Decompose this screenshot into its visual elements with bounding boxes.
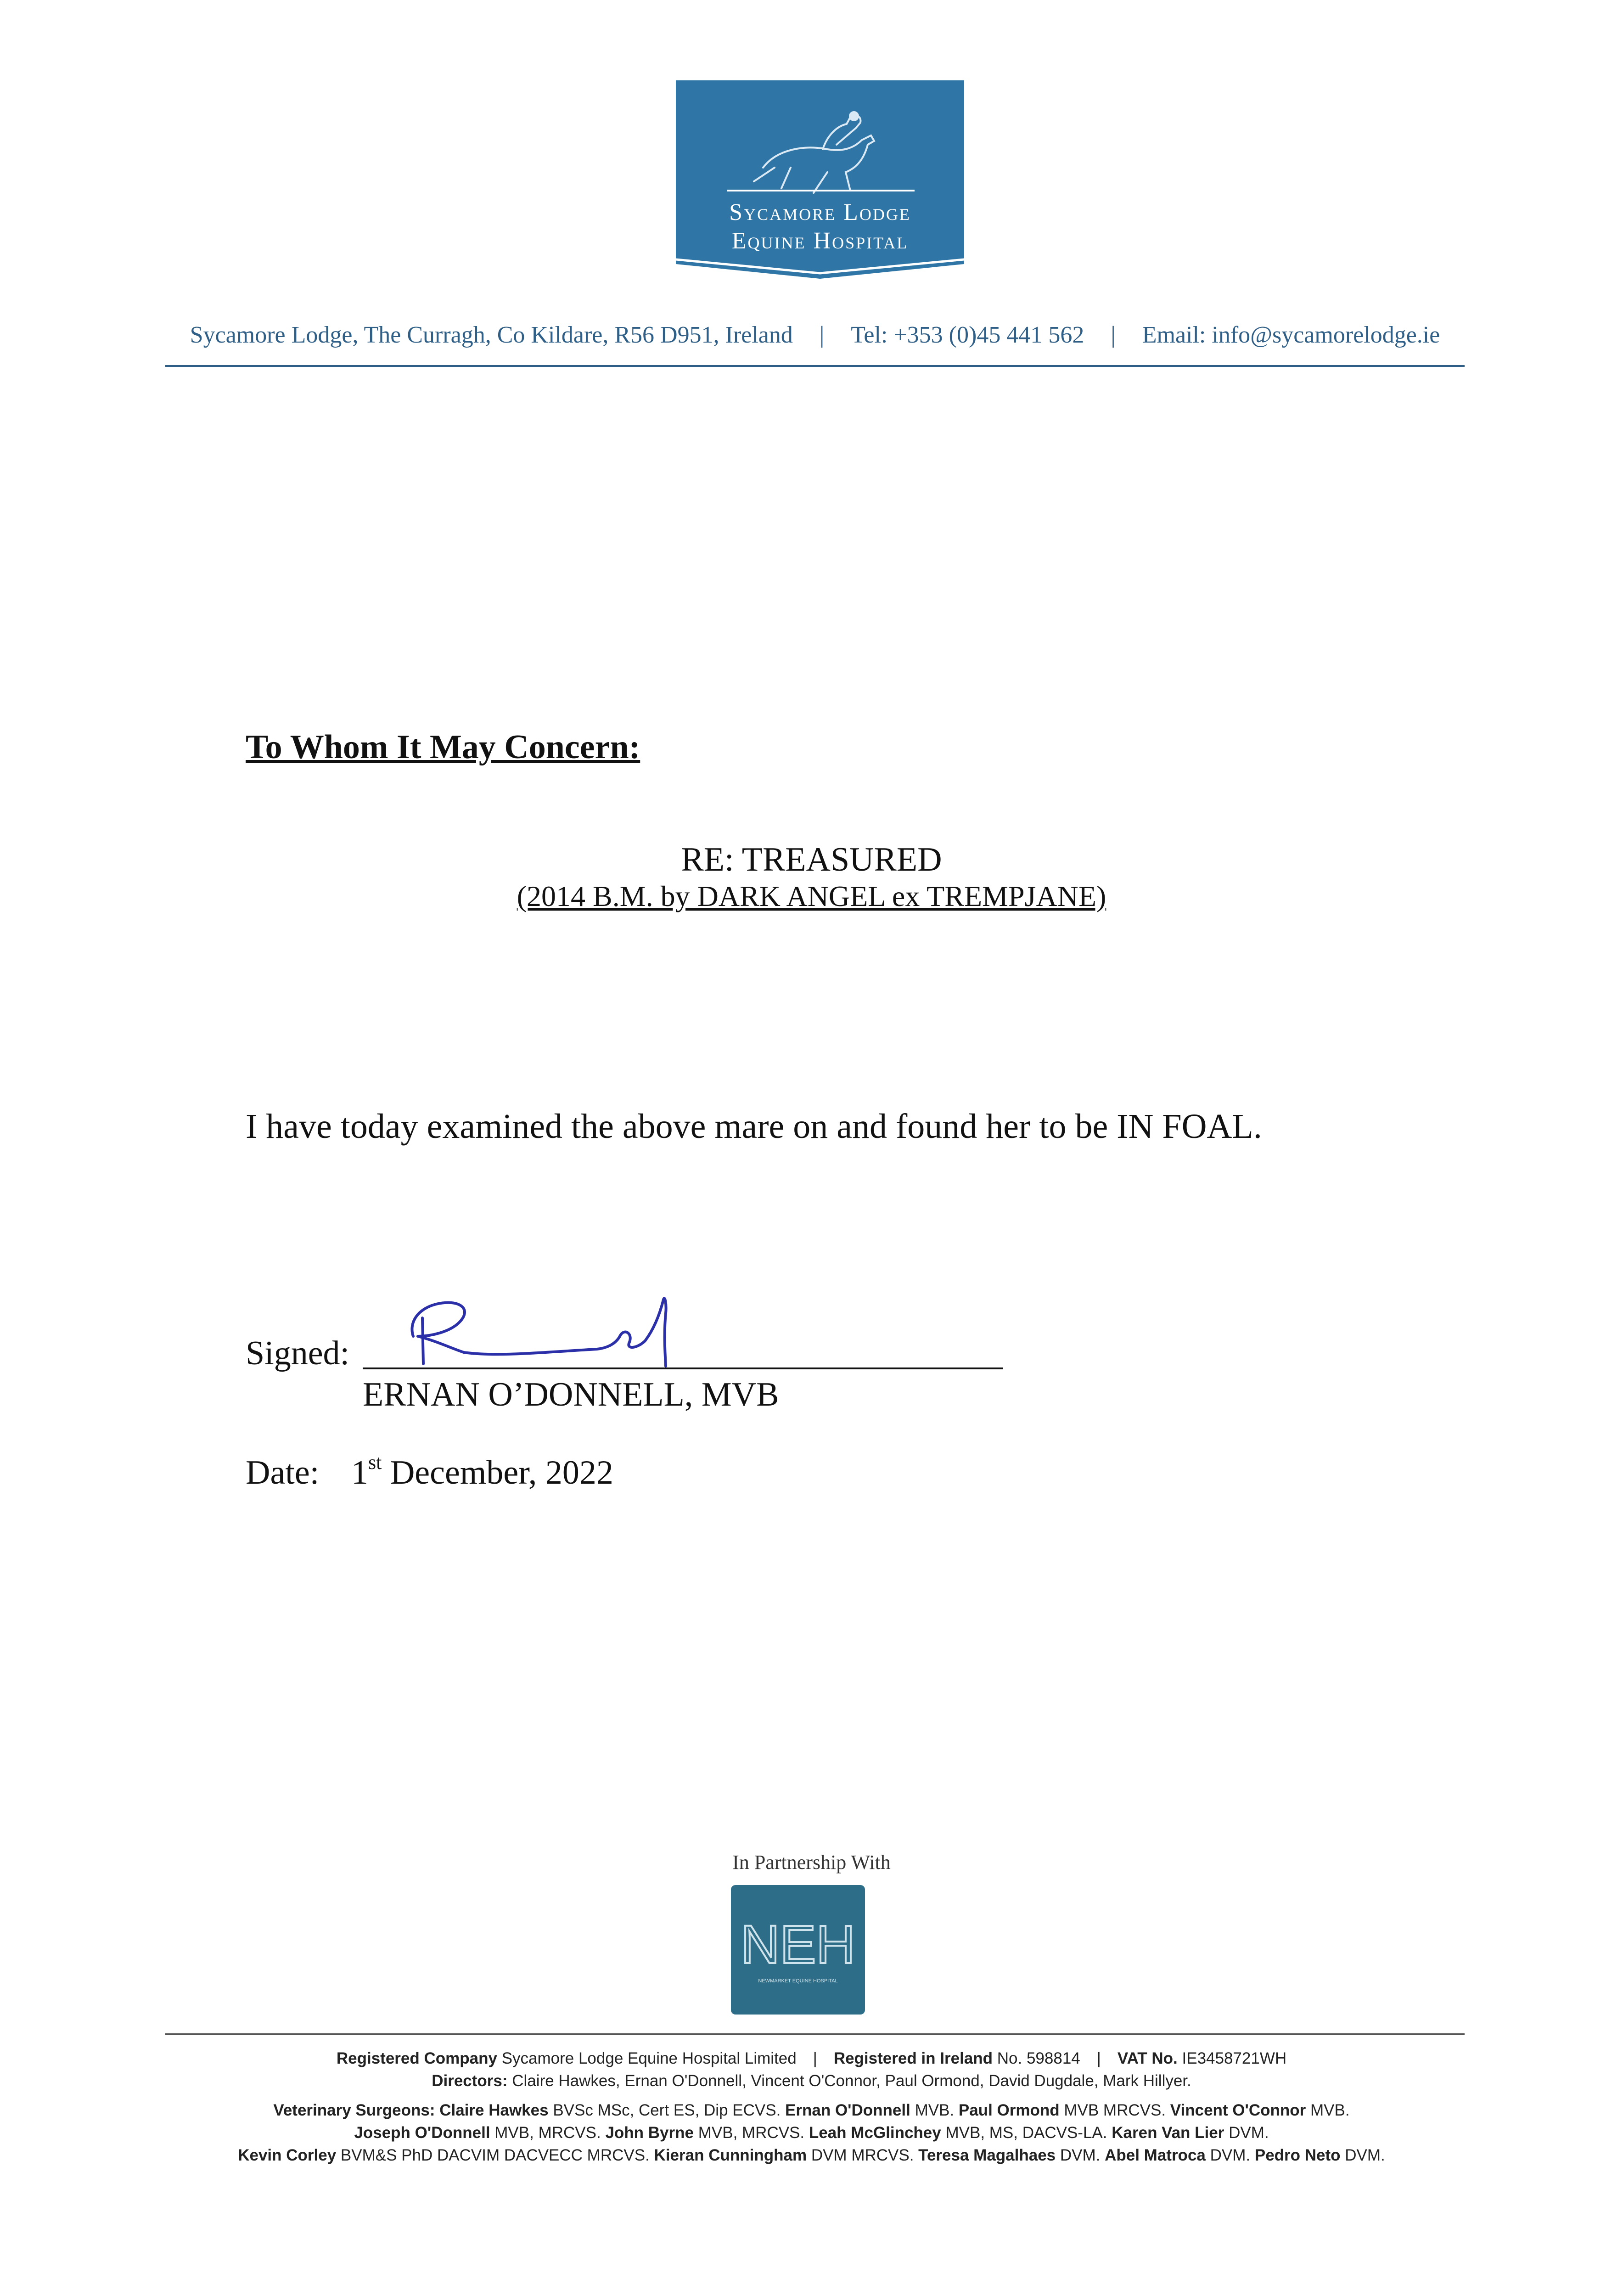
date-rest: December, 2022 [382,1454,613,1491]
vet-quals: DVM. [1345,2146,1385,2164]
vet-name: John Byrne [605,2124,694,2142]
vet-quals: MVB. [915,2101,955,2119]
letterhead-contact-line [165,321,1465,349]
footer-divider [165,2033,1465,2035]
vet-name: Claire Hawkes [439,2101,549,2119]
partnership-label: In Partnership With [732,1851,891,1874]
phone-text: Tel: +353 (0)45 441 562 [851,322,1084,348]
email-text: Email: info@sycamorelodge.ie [1142,322,1440,348]
neh-logo [731,1885,865,2015]
date-ordinal: st [368,1451,382,1474]
vet-name: Karen Van Lier [1112,2124,1224,2142]
footer-vets-line-3 [0,2146,1623,2165]
date-day: 1 [351,1454,368,1491]
date-label: Date: [246,1454,320,1491]
reg-company-value: Sycamore Lodge Equine Hospital Limited [501,2049,797,2067]
vet-quals: BVSc MSc, Cert ES, Dip ECVS. [553,2101,781,2119]
letterhead-divider [165,365,1465,367]
vet-quals: DVM. [1210,2146,1251,2164]
reg-ireland-label: Registered in Ireland [833,2049,993,2067]
vet-name: Abel Matroca [1105,2146,1206,2164]
separator: | [819,322,825,348]
salutation: To Whom It May Concern: [246,728,640,766]
vet-quals: DVM MRCVS. [811,2146,914,2164]
vat-value: IE3458721WH [1182,2049,1287,2067]
examination-statement: I have today examined the above mare on and found her to be IN FOAL. [246,1107,1262,1146]
reg-ireland-value: No. 598814 [997,2049,1080,2067]
footer-registration [0,2049,1623,2068]
vet-quals: DVM. [1060,2146,1101,2164]
vet-name: Pedro Neto [1254,2146,1341,2164]
vet-name: Leah McGlinchey [809,2124,941,2142]
footer-vets-line-1 [0,2101,1623,2120]
neh-logo-subtext: NEWMARKET EQUINE HOSPITAL [758,1978,838,1984]
footer-directors [0,2072,1623,2090]
date-value [351,1453,613,1492]
vet-name: Paul Ormond [958,2101,1060,2119]
vat-label: VAT No. [1117,2049,1178,2067]
vet-quals: BVM&S PhD DACVIM DACVECC MRCVS. [340,2146,650,2164]
subject-line: RE: TREASURED [681,841,942,878]
vet-quals: MVB MRCVS. [1064,2101,1166,2119]
neh-logo-text: NEH [741,1914,855,1975]
vet-name: Ernan O'Donnell [785,2101,910,2119]
vet-name: Kieran Cunningham [654,2146,807,2164]
logo-text-line1: Sycamore Lodge [729,199,911,225]
vet-quals: MVB. [1310,2101,1350,2119]
separator: | [813,2049,817,2067]
signer-name: ERNAN O’DONNELL, MVB [363,1376,779,1413]
hospital-logo [676,80,964,282]
vet-quals: DVM. [1229,2124,1269,2142]
address-text: Sycamore Lodge, The Curragh, Co Kildare, R56 D951, Ireland [190,322,793,348]
vet-name: Joseph O'Donnell [354,2124,490,2142]
footer-vets-line-2 [0,2124,1623,2142]
vet-quals: MVB, MRCVS. [698,2124,805,2142]
signed-label: Signed: [246,1334,350,1372]
vet-name: Vincent O'Connor [1170,2101,1306,2119]
directors-value: Claire Hawkes, Ernan O'Donnell, Vincent O'Connor, Paul Ormond, David Dugdale, Mark Hillyer. [512,2072,1191,2090]
vet-quals: MVB, MRCVS. [494,2124,601,2142]
reg-company-label: Registered Company [336,2049,497,2067]
subject-pedigree: (2014 B.M. by DARK ANGEL ex TREMPJANE) [517,880,1106,912]
handwritten-signature [404,1267,753,1373]
logo-text-line2: Equine Hospital [731,228,909,254]
vet-name: Teresa Magalhaes [918,2146,1056,2164]
separator: | [1096,2049,1101,2067]
vets-label: Veterinary Surgeons: [273,2101,435,2119]
vet-name: Kevin Corley [238,2146,337,2164]
separator: | [1111,322,1116,348]
vet-quals: MVB, MS, DACVS-LA. [945,2124,1107,2142]
directors-label: Directors: [432,2072,508,2090]
